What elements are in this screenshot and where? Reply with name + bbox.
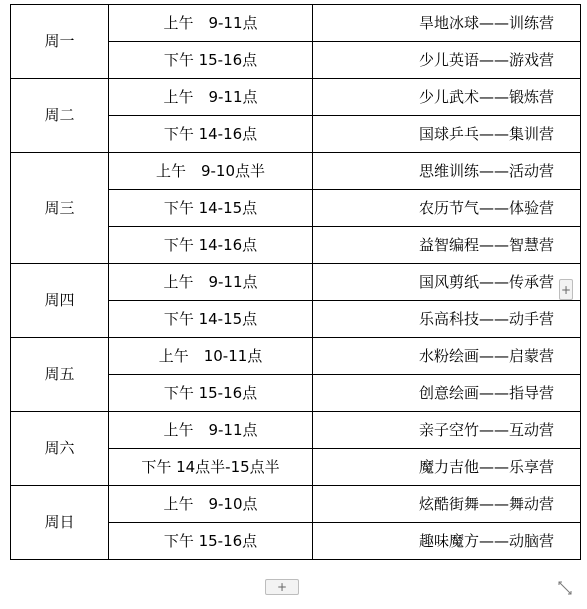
activity-cell: 乐高科技——动手营 [313,301,581,338]
table-row [11,338,581,375]
resize-handle-icon[interactable] [558,581,572,595]
time-cell: 下午 14点半-15点半 [109,449,313,486]
activity-cell: 农历节气——体验营 [313,190,581,227]
time-cell: 上午 9-11点 [109,79,313,116]
activity-cell: 思维训练——活动营 [313,153,581,190]
table-row [11,79,581,116]
table-row [11,412,581,449]
schedule-table [10,4,581,560]
time-cell: 上午 9-11点 [109,5,313,42]
day-cell: 周四 [11,264,109,338]
activity-cell: 水粉绘画——启蒙营 [313,338,581,375]
plus-icon: + [560,282,572,297]
activity-cell: 创意绘画——指导营 [313,375,581,412]
time-cell: 上午 10-11点 [109,338,313,375]
activity-cell: 益智编程——智慧营 [313,227,581,264]
activity-cell: 国球乒乓——集训营 [313,116,581,153]
time-cell: 上午 9-10点 [109,486,313,523]
time-cell: 下午 14-16点 [109,116,313,153]
day-cell: 周一 [11,5,109,79]
time-cell: 上午 9-10点半 [109,153,313,190]
table-row [11,486,581,523]
time-cell: 下午 15-16点 [109,523,313,560]
table-row [11,264,581,301]
activity-cell: 魔力吉他——乐享营 [313,449,581,486]
time-cell: 下午 14-16点 [109,227,313,264]
day-cell: 周二 [11,79,109,153]
time-cell: 下午 14-15点 [109,190,313,227]
activity-cell: 炫酷街舞——舞动营 [313,486,581,523]
time-cell: 下午 14-15点 [109,301,313,338]
time-cell: 上午 9-11点 [109,412,313,449]
activity-cell: 趣味魔方——动脑营 [313,523,581,560]
table-row [11,153,581,190]
plus-icon: + [276,580,288,594]
activity-cell: 旱地冰球——训练营 [313,5,581,42]
add-row-button[interactable] [265,579,299,595]
table-row [11,5,581,42]
activity-cell: 国风剪纸——传承营 [313,264,581,301]
time-cell: 下午 15-16点 [109,375,313,412]
time-cell: 上午 9-11点 [109,264,313,301]
add-column-button[interactable] [559,279,573,300]
time-cell: 下午 15-16点 [109,42,313,79]
day-cell: 周三 [11,153,109,264]
activity-cell: 亲子空竹——互动营 [313,412,581,449]
activity-cell: 少儿英语——游戏营 [313,42,581,79]
day-cell: 周日 [11,486,109,560]
day-cell: 周六 [11,412,109,486]
activity-cell: 少儿武术——锻炼营 [313,79,581,116]
day-cell: 周五 [11,338,109,412]
